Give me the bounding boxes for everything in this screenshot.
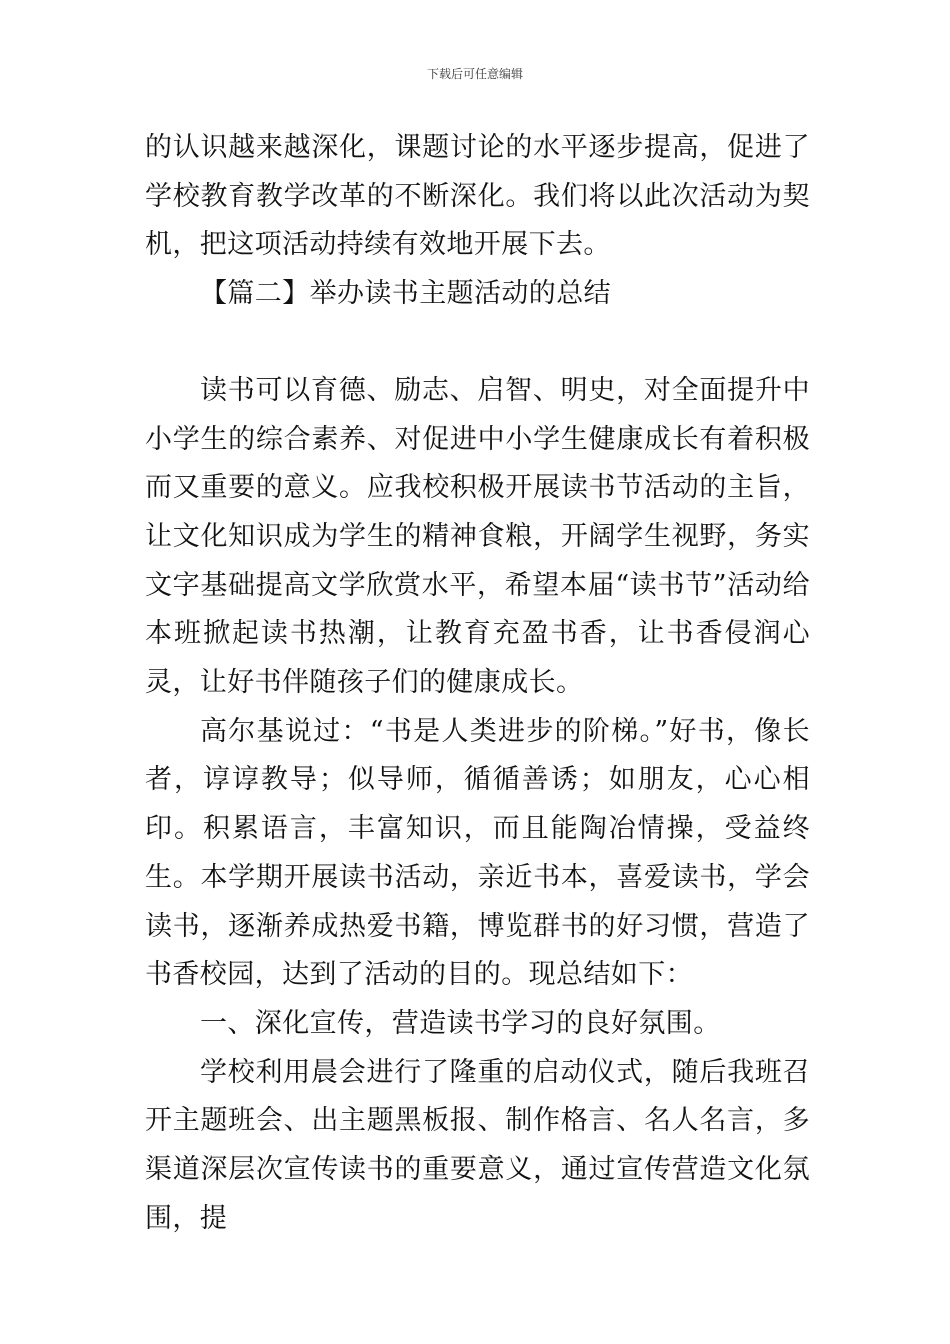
section-heading: 【篇二】举办读书主题活动的总结 xyxy=(200,278,611,310)
document-body xyxy=(145,124,810,1243)
paragraph-intro: 读书可以育德、励志、启智、明史，对全面提升中小学生的综合素养、对促进中小学生健康成长有着积极而又重要的意义。应我校积极开展读书节活动的主旨，让文化知识成为学生的精神食粮，开阔学生视野，务实文字基础提高文学欣赏水平，希望本届“读书节”活动给本班掀起读书热潮，让教育充盈书香，让书香侵润心灵，让好书伴随孩子们的健康成长。 xyxy=(145,374,810,699)
paragraph-subheading: 一、深化宣传，营造读书学习的良好氛围。 xyxy=(200,1007,721,1039)
paragraph-continuation: 的认识越来越深化，课题讨论的水平逐步提高，促进了学校教育教学改革的不断深化。我们将以此次活动为契机，把这项活动持续有效地开展下去。 xyxy=(145,132,810,261)
paragraph-details: 学校利用晨会进行了隆重的启动仪式，随后我班召开主题班会、出主题黑板报、制作格言、名人名言，多渠道深层次宣传读书的重要意义，通过宣传营造文化氛围，提 xyxy=(145,1056,810,1234)
page-header-note: 下载后可任意编辑 xyxy=(426,67,523,81)
paragraph-quote: 高尔基说过：“书是人类进步的阶梯。”好书，像长者，谆谆教导；似导师，循循善诱；如朋友，心心相印。积累语言，丰富知识，而且能陶冶情操，受益终生。本学期开展读书活动，亲近书本，喜爱读书，学会读书，逐渐养成热爱书籍，博览群书的好习惯，营造了书香校园，达到了活动的目的。现总结如下： xyxy=(145,715,810,991)
